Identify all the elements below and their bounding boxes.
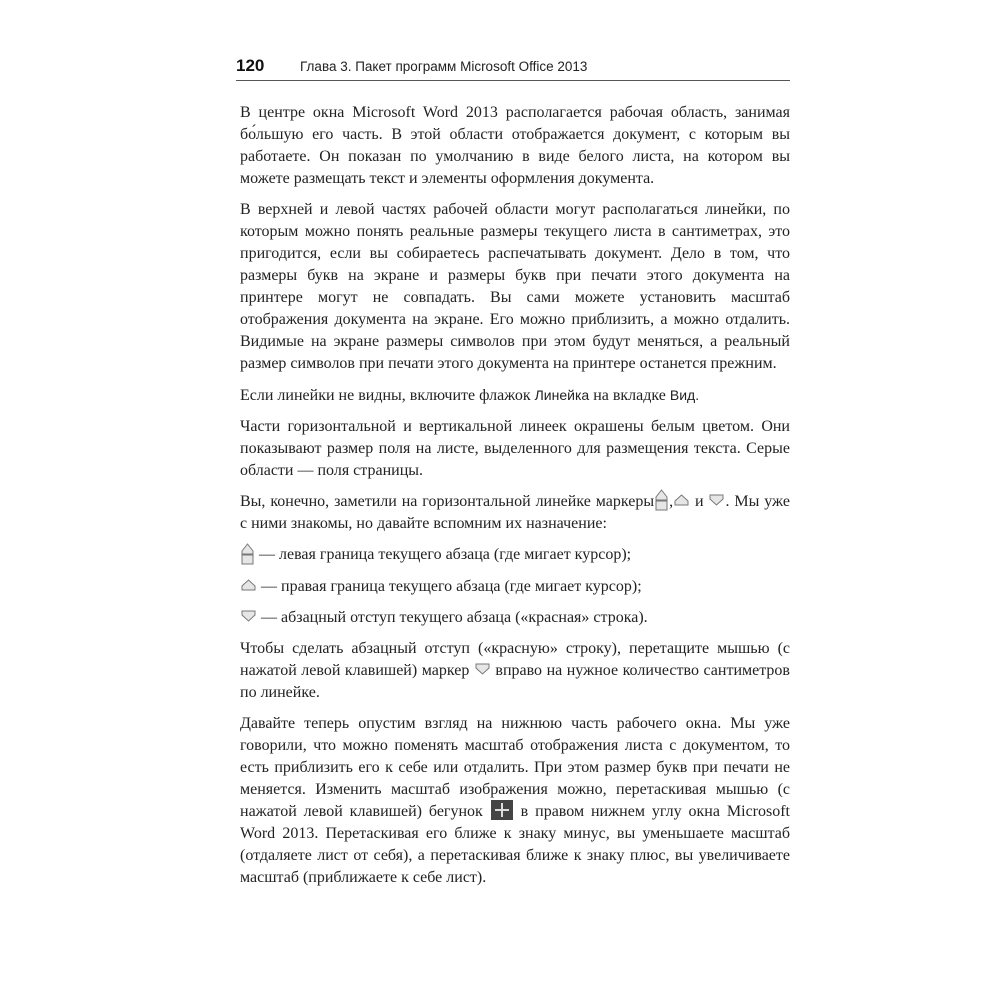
paragraph-enable-ruler: Если линейки не видны, включите флажок Линейка на вкладке Вид.: [240, 387, 700, 404]
paragraph-ruler-colors: Части горизонтальной и вертикальной линеек окрашены белым цветом. Они показывают размер поля на листе, выделенного для размещения текста. Серые области — поля страницы.: [240, 418, 790, 479]
paragraph-rulers: В верхней и левой частях рабочей области могут располагаться линейки, по которым можно понять реальные размеры текущего листа в сантиметрах, это пригодится, если вы собираетесь распечатывать документ. Дело в том, что размеры букв на экране и размеры букв при печати этого документа на принтере могут не совпадать. Вы сами можете установить масштаб отображения документа на экране. Его можно приблизить, а можно отдалить. Видимые на экране размеры символов при этом будут меняться, а реальный размер символов при печати этого документа на принтере останется прежним.: [240, 201, 790, 372]
ruler-left-indent-marker-icon: [655, 489, 668, 511]
view-tab-label: Вид.: [669, 387, 700, 403]
ruler-first-line-indent-marker-icon: [241, 610, 256, 622]
page-number: 120: [236, 56, 265, 75]
chapter-title: Глава 3. Пакет программ Microsoft Office 2013: [300, 59, 588, 74]
page-body: [240, 102, 790, 898]
ruler-checkbox-label: Линейка: [534, 387, 590, 403]
zoom-slider-thumb-icon: [491, 800, 513, 820]
paragraph-work-area: В центре окна Microsoft Word 2013 располагается рабочая область, занимая бо́льшую его часть. В этой области отображается документ, с которым вы работаете. Он показан по умолчанию в виде белого листа, на котором вы можете размещать текст и элементы оформления документа.: [240, 104, 790, 187]
ruler-first-line-indent-marker-icon: [475, 663, 490, 675]
ruler-left-indent-marker-icon: [241, 543, 254, 565]
ruler-first-line-indent-marker-icon: [709, 494, 724, 506]
ruler-right-indent-marker-icon: [674, 494, 689, 506]
marker-item-right: — правая граница текущего абзаца (где мигает курсор);: [240, 576, 790, 598]
running-header: [236, 56, 790, 81]
marker-item-left: — левая граница текущего абзаца (где мигает курсор);: [240, 544, 790, 566]
paragraph-indent-howto: Чтобы сделать абзацный отступ («красную» строку), перетащите мышью (с нажатой левой клавишей) маркер вправо на нужное количество сантиметров по линейке.: [240, 639, 790, 701]
paragraph-zoom: Давайте теперь опустим взгляд на нижнюю часть рабочего окна. Мы уже говорили, что можно поменять масштаб отображения листа с документом, то есть приблизить его к себе или отдалить. При этом размер букв при печати не меняется. Изменить масштаб изображения можно, перетаскивая мышью (с нажатой левой клавишей) бегунок в правом нижнем углу окна Microsoft Word 2013. Перетаскивая его ближе к знаку минус, вы уменьшаете масштаб (отдаляете лист от себя), а перетаскивая ближе к знаку плюс, вы увеличиваете масштаб (приближаете к себе лист).: [240, 714, 790, 886]
marker-item-indent: — абзацный отступ текущего абзаца («красная» строка).: [240, 607, 790, 629]
paragraph-markers-intro: Вы, конечно, заметили на горизонтальной линейке маркеры , и . Мы уже с ними знакомы, но давайте вспомним их назначение:: [240, 491, 790, 535]
ruler-right-indent-marker-icon: [241, 579, 256, 591]
